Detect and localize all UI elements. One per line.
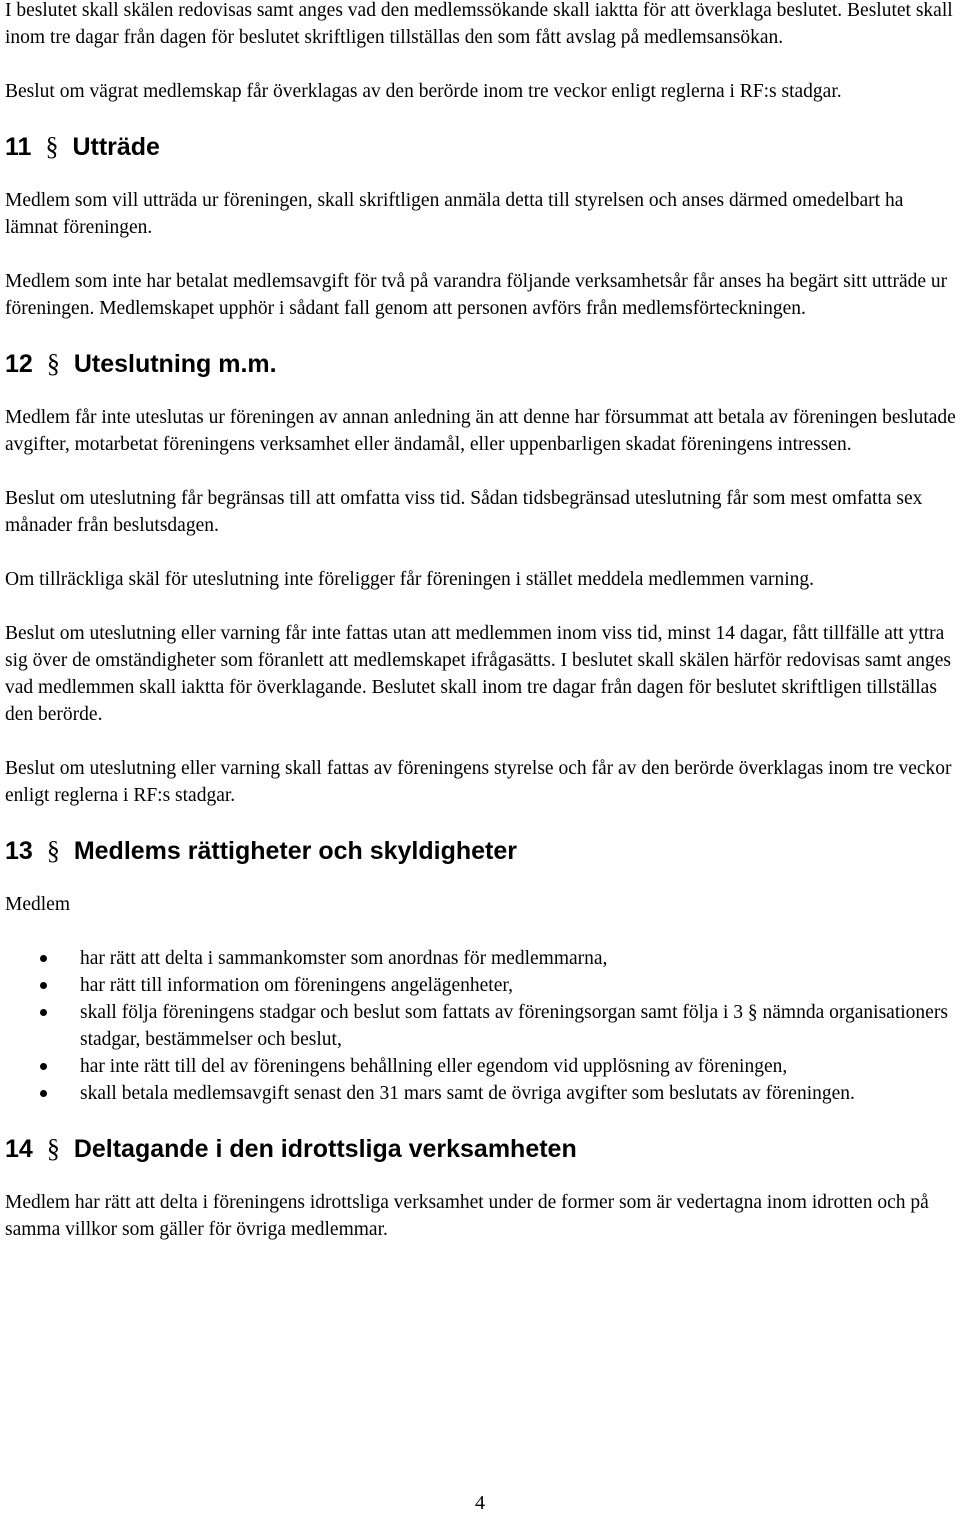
section-heading-11: [5, 132, 957, 162]
section-number: 13: [5, 837, 33, 865]
bullet-icon: [40, 982, 47, 989]
list-item-text: skall följa föreningens stadgar och beslut som fattats av föreningsorgan samt följa i 3 § nämnda organisationers stadgar, bestämmelser och beslut,: [80, 1002, 948, 1050]
section-symbol: §: [46, 836, 60, 865]
section-title: Deltagande i den idrottsliga verksamheten: [73, 1135, 577, 1163]
section-heading-14: [5, 1134, 957, 1164]
paragraph: I beslutet skall skälen redovisas samt anges vad den medlemssökande skall iaktta för att överklaga beslutet. Beslutet skall inom tre dagar från dagen för beslutet skriftligen tillställas den som fått avslag på medlemsansökan.: [5, 0, 953, 48]
section-symbol: §: [46, 349, 60, 378]
bullet-icon: [40, 1009, 47, 1016]
page-number: 4: [475, 1492, 485, 1514]
section-number: 11: [5, 133, 32, 161]
paragraph: Medlem som vill utträda ur föreningen, skall skriftligen anmäla detta till styrelsen och anses därmed omedelbart ha lämnat föreningen.: [5, 190, 904, 238]
section-title: Medlems rättigheter och skyldigheter: [73, 837, 517, 865]
bullet-icon: [40, 955, 47, 962]
rights-list: [5, 945, 957, 1107]
paragraph: Medlem som inte har betalat medlemsavgift för två på varandra följande verksamhetsår får anses ha begärt sitt utträde ur föreningen. Medlemskapet upphör i sådant fall genom att personen avförs från medlemsförteckningen.: [5, 271, 948, 319]
list-intro: Medlem: [5, 894, 70, 915]
section-symbol: §: [46, 1134, 60, 1163]
list-item: [5, 1053, 957, 1080]
section-symbol: §: [45, 132, 59, 161]
list-item-text: har inte rätt till del av föreningens behållning eller egendom vid upplösning av föreningen,: [80, 1056, 788, 1077]
list-item-text: har rätt till information om föreningens angelägenheter,: [80, 975, 513, 996]
paragraph: Beslut om vägrat medlemskap får överklagas av den berörde inom tre veckor enligt reglerna i RF:s stadgar.: [5, 81, 842, 102]
document-page: [5, 0, 957, 1270]
paragraph: Beslut om uteslutning får begränsas till att omfatta viss tid. Sådan tidsbegränsad uteslutning får som mest omfatta sex månader från beslutsdagen.: [5, 488, 923, 536]
list-item-text: har rätt att delta i sammankomster som anordnas för medlemmarna,: [80, 948, 608, 969]
paragraph: Medlem har rätt att delta i föreningens idrottsliga verksamhet under de former som är vedertagna inom idrotten och på samma villkor som gäller för övriga medlemmar.: [5, 1192, 929, 1240]
section-title: Uteslutning m.m.: [73, 350, 277, 378]
paragraph: Om tillräckliga skäl för uteslutning inte föreligger får föreningen i stället meddela medlemmen varning.: [5, 569, 814, 590]
list-item: [5, 999, 957, 1053]
section-number: 14: [5, 1135, 33, 1163]
paragraph: Medlem får inte uteslutas ur föreningen av annan anledning än att denne har försummat att betala av föreningen beslutade avgifter, motarbetat föreningens verksamhet eller ändamål, eller uppenbarligen skadat föreningens intressen.: [5, 407, 956, 455]
list-item: [5, 1080, 957, 1107]
bullet-icon: [40, 1090, 47, 1097]
section-title: Utträde: [72, 133, 160, 161]
list-item: [5, 972, 957, 999]
bullet-icon: [40, 1063, 47, 1070]
list-item: [5, 945, 957, 972]
list-item-text: skall betala medlemsavgift senast den 31 mars samt de övriga avgifter som beslutats av föreningen.: [80, 1083, 855, 1104]
section-heading-12: [5, 349, 957, 379]
paragraph: Beslut om uteslutning eller varning får inte fattas utan att medlemmen inom viss tid, minst 14 dagar, fått tillfälle att yttra sig över de omständigheter som föranlett att medlemskapet ifrågasätts. I beslutet skall skälen härför redovisas samt anges vad medlemmen skall iaktta för överklagande. Beslutet skall inom tre dagar från dagen för beslutet skriftligen tillställas den berörde.: [5, 623, 952, 725]
section-heading-13: [5, 836, 957, 866]
section-number: 12: [5, 350, 33, 378]
paragraph: Beslut om uteslutning eller varning skall fattas av föreningens styrelse och får av den berörde överklagas inom tre veckor enligt reglerna i RF:s stadgar.: [5, 758, 952, 806]
